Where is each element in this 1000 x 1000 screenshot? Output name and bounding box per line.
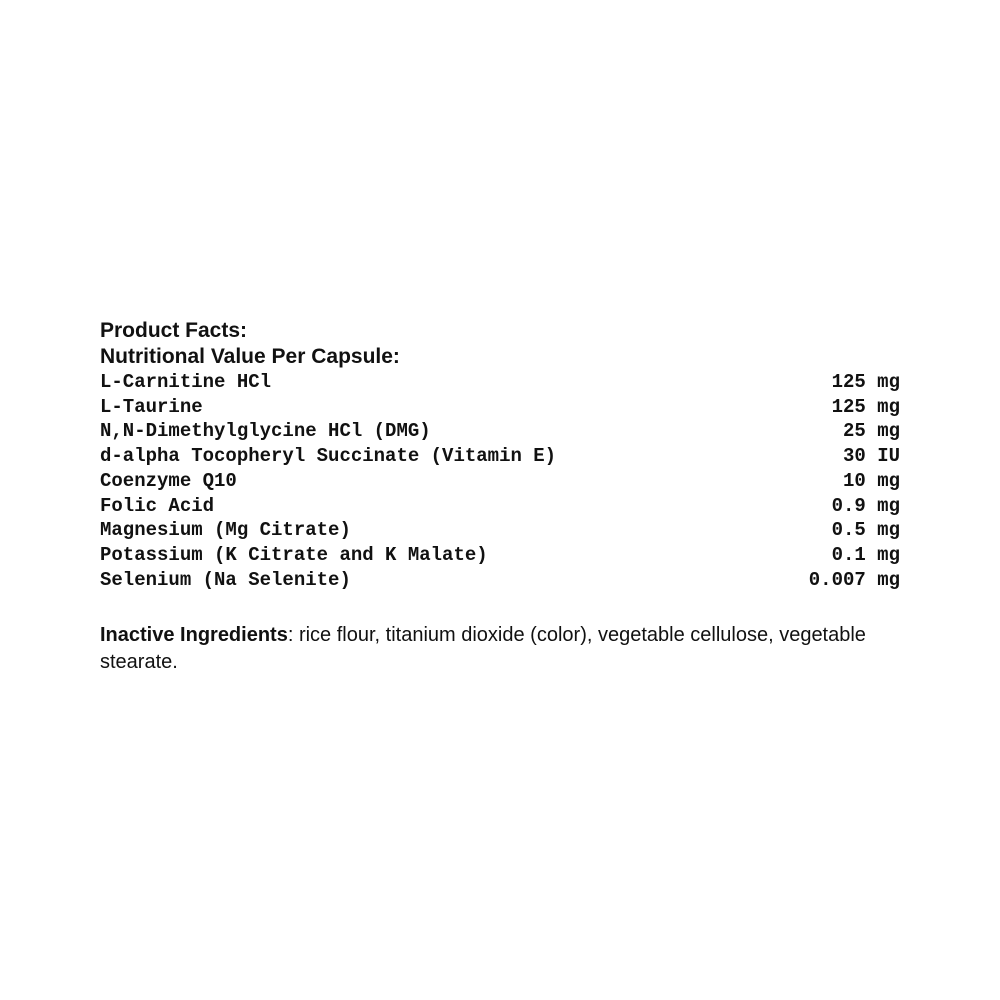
fact-name: Coenzyme Q10	[100, 469, 237, 492]
fact-name: L-Taurine	[100, 395, 203, 418]
fact-name: Potassium (K Citrate and K Malate)	[100, 543, 488, 566]
fact-row	[100, 395, 900, 420]
fact-row	[100, 444, 900, 469]
inactive-ingredients-label: Inactive Ingredients	[100, 624, 288, 647]
facts-list	[100, 370, 900, 592]
fact-name: d-alpha Tocopheryl Succinate (Vitamin E)	[100, 445, 557, 468]
nutritional-value-subtitle: Nutritional Value Per Capsule:	[100, 345, 400, 368]
fact-row	[100, 518, 900, 543]
inactive-ingredients-text: : rice flour, titanium dioxide (color), vegetable cellulose, vegetable stearate.	[100, 624, 866, 674]
fact-row	[100, 419, 900, 444]
fact-amount: 125 mg	[831, 371, 900, 393]
fact-amount: 0.5 mg	[831, 519, 900, 542]
fact-name: Selenium (Na Selenite)	[100, 568, 351, 591]
fact-amount: 0.9 mg	[831, 494, 900, 517]
fact-amount: 30 IU	[842, 445, 900, 468]
fact-row	[100, 370, 900, 395]
fact-amount: 10 mg	[842, 469, 900, 492]
product-facts-title: Product Facts:	[100, 319, 248, 342]
product-facts-label	[100, 318, 900, 676]
fact-name: N,N-Dimethylglycine HCl (DMG)	[100, 420, 431, 443]
fact-row	[100, 543, 900, 568]
fact-name: Folic Acid	[100, 494, 215, 517]
fact-amount: 125 mg	[831, 395, 900, 418]
fact-amount: 0.007 mg	[808, 568, 900, 591]
fact-row	[100, 568, 900, 593]
fact-name: L-Carnitine HCl	[100, 371, 272, 393]
fact-row	[100, 469, 900, 494]
fact-row	[100, 494, 900, 519]
fact-amount: 0.1 mg	[831, 543, 900, 566]
inactive-ingredients	[100, 622, 900, 676]
fact-amount: 25 mg	[842, 420, 900, 443]
fact-name: Magnesium (Mg Citrate)	[100, 519, 351, 542]
